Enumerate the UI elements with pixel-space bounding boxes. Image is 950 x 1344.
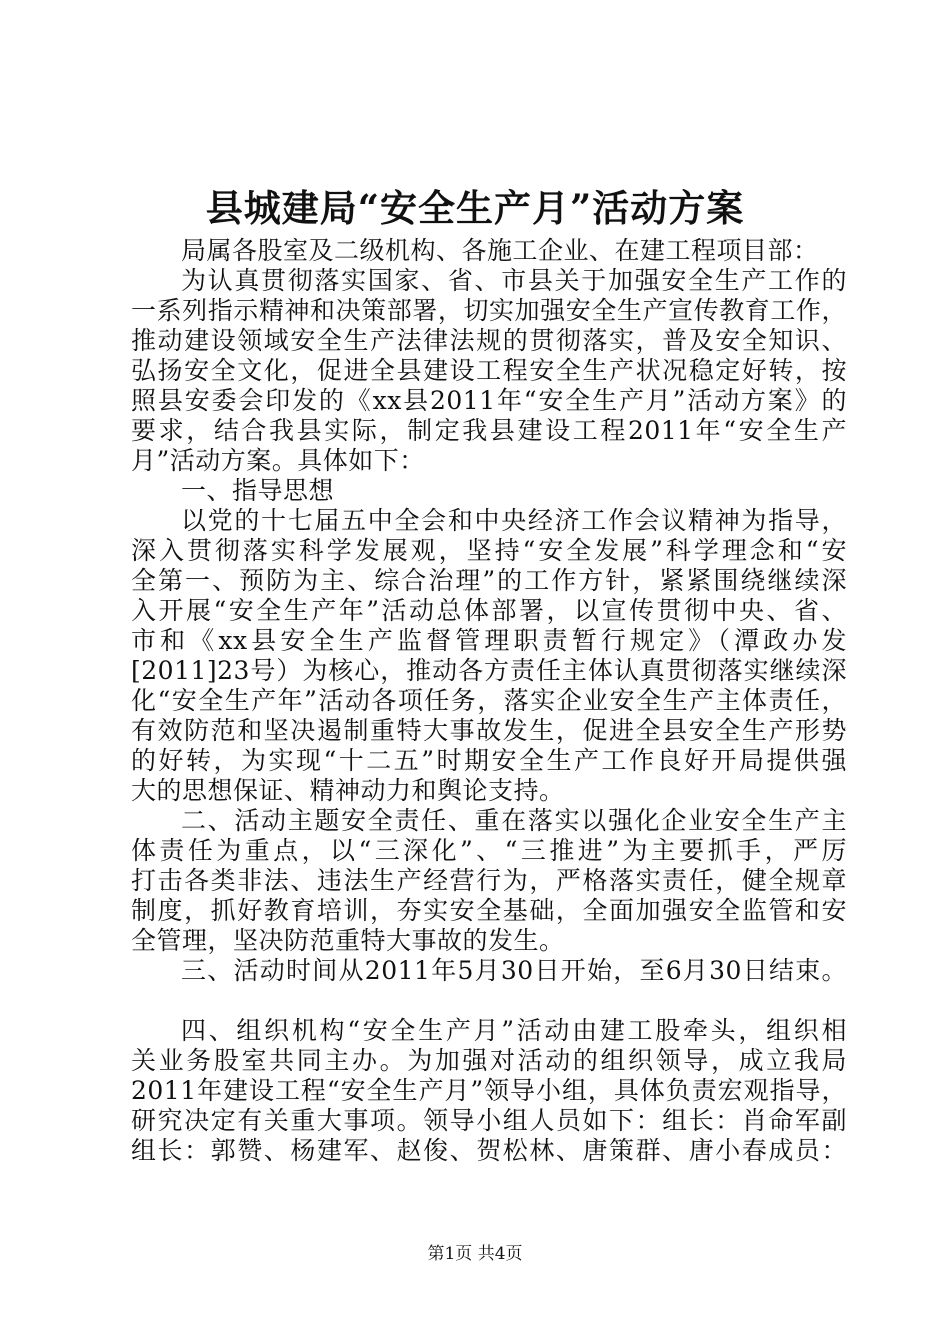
text-line: 照县安委会印发的《xx县2011年“安全生产月”活动方案》的 — [131, 386, 847, 415]
text-line: 2011年建设工程“安全生产月”领导小组，具体负责宏观指导， — [131, 1076, 847, 1105]
text-line: 有效防范和坚决遏制重特大事故发生，促进全县安全生产形势 — [131, 716, 847, 745]
text-line: 打击各类非法、违法生产经营行为，严格落实责任，健全规章 — [131, 866, 847, 895]
text-line: 的好转，为实现“十二五”时期安全生产工作良好开局提供强 — [131, 746, 847, 775]
document-body — [131, 236, 847, 1166]
document-title: 县城建局“安全生产月”活动方案 — [205, 186, 745, 230]
text-line: 推动建设领域安全生产法律法规的贯彻落实，普及安全知识、 — [131, 326, 847, 355]
text-line: 以党的十七届五中全会和中央经济工作会议精神为指导， — [181, 506, 847, 535]
text-line: 深入贯彻落实科学发展观，坚持“安全发展”科学理念和“安 — [131, 536, 847, 565]
paragraph-gap — [131, 986, 847, 1016]
text-line: 市和《xx县安全生产监督管理职责暂行规定》（潭政办发 — [131, 626, 847, 655]
text-line: 体责任为重点，以“三深化”、“三推进”为主要抓手，严厉 — [131, 836, 847, 865]
text-line: 局属各股室及二级机构、各施工企业、在建工程项目部： — [181, 236, 819, 265]
text-line: 关业务股室共同主办。为加强对活动的组织领导，成立我局 — [131, 1046, 847, 1075]
text-line: 组长：郭赞、杨建军、赵俊、贺松林、唐策群、唐小春成员： — [131, 1136, 847, 1165]
text-line: 四、组织机构“安全生产月”活动由建工股牵头，组织相 — [181, 1016, 847, 1045]
text-line: 为认真贯彻落实国家、省、市县关于加强安全生产工作的 — [181, 266, 847, 295]
text-line: 研究决定有关重大事项。领导小组人员如下：组长：肖命军副 — [131, 1106, 847, 1135]
text-line: 化“安全生产年”活动各项任务，落实企业安全生产主体责任， — [131, 686, 847, 715]
text-line: 月”活动方案。具体如下： — [131, 446, 425, 475]
text-line: 全第一、预防为主、综合治理”的工作方针，紧紧围绕继续深 — [131, 566, 847, 595]
text-line: 要求，结合我县实际，制定我县建设工程2011年“安全生产 — [131, 416, 847, 445]
page-footer: 第1页 共4页 — [427, 1244, 523, 1264]
text-line: 入开展“安全生产年”活动总体部署，以宣传贯彻中央、省、 — [131, 596, 847, 625]
text-line: 一系列指示精神和决策部署，切实加强安全生产宣传教育工作， — [131, 296, 847, 325]
text-line: 制度，抓好教育培训，夯实安全基础，全面加强安全监管和安 — [131, 896, 847, 925]
text-line: 弘扬安全文化，促进全县建设工程安全生产状况稳定好转，按 — [131, 356, 847, 385]
text-line: 大的思想保证、精神动力和舆论支持。 — [131, 776, 565, 805]
text-line: 全管理，坚决防范重特大事故的发生。 — [131, 926, 565, 955]
text-line: [2011]23号）为核心，推动各方责任主体认真贯彻落实继续深 — [131, 656, 847, 685]
text-line: 三、活动时间从2011年5月30日开始，至6月30日结束。 — [181, 956, 847, 985]
text-line: 二、活动主题安全责任、重在落实以强化企业安全生产主 — [181, 806, 847, 835]
text-line: 一、指导思想 — [181, 476, 335, 505]
